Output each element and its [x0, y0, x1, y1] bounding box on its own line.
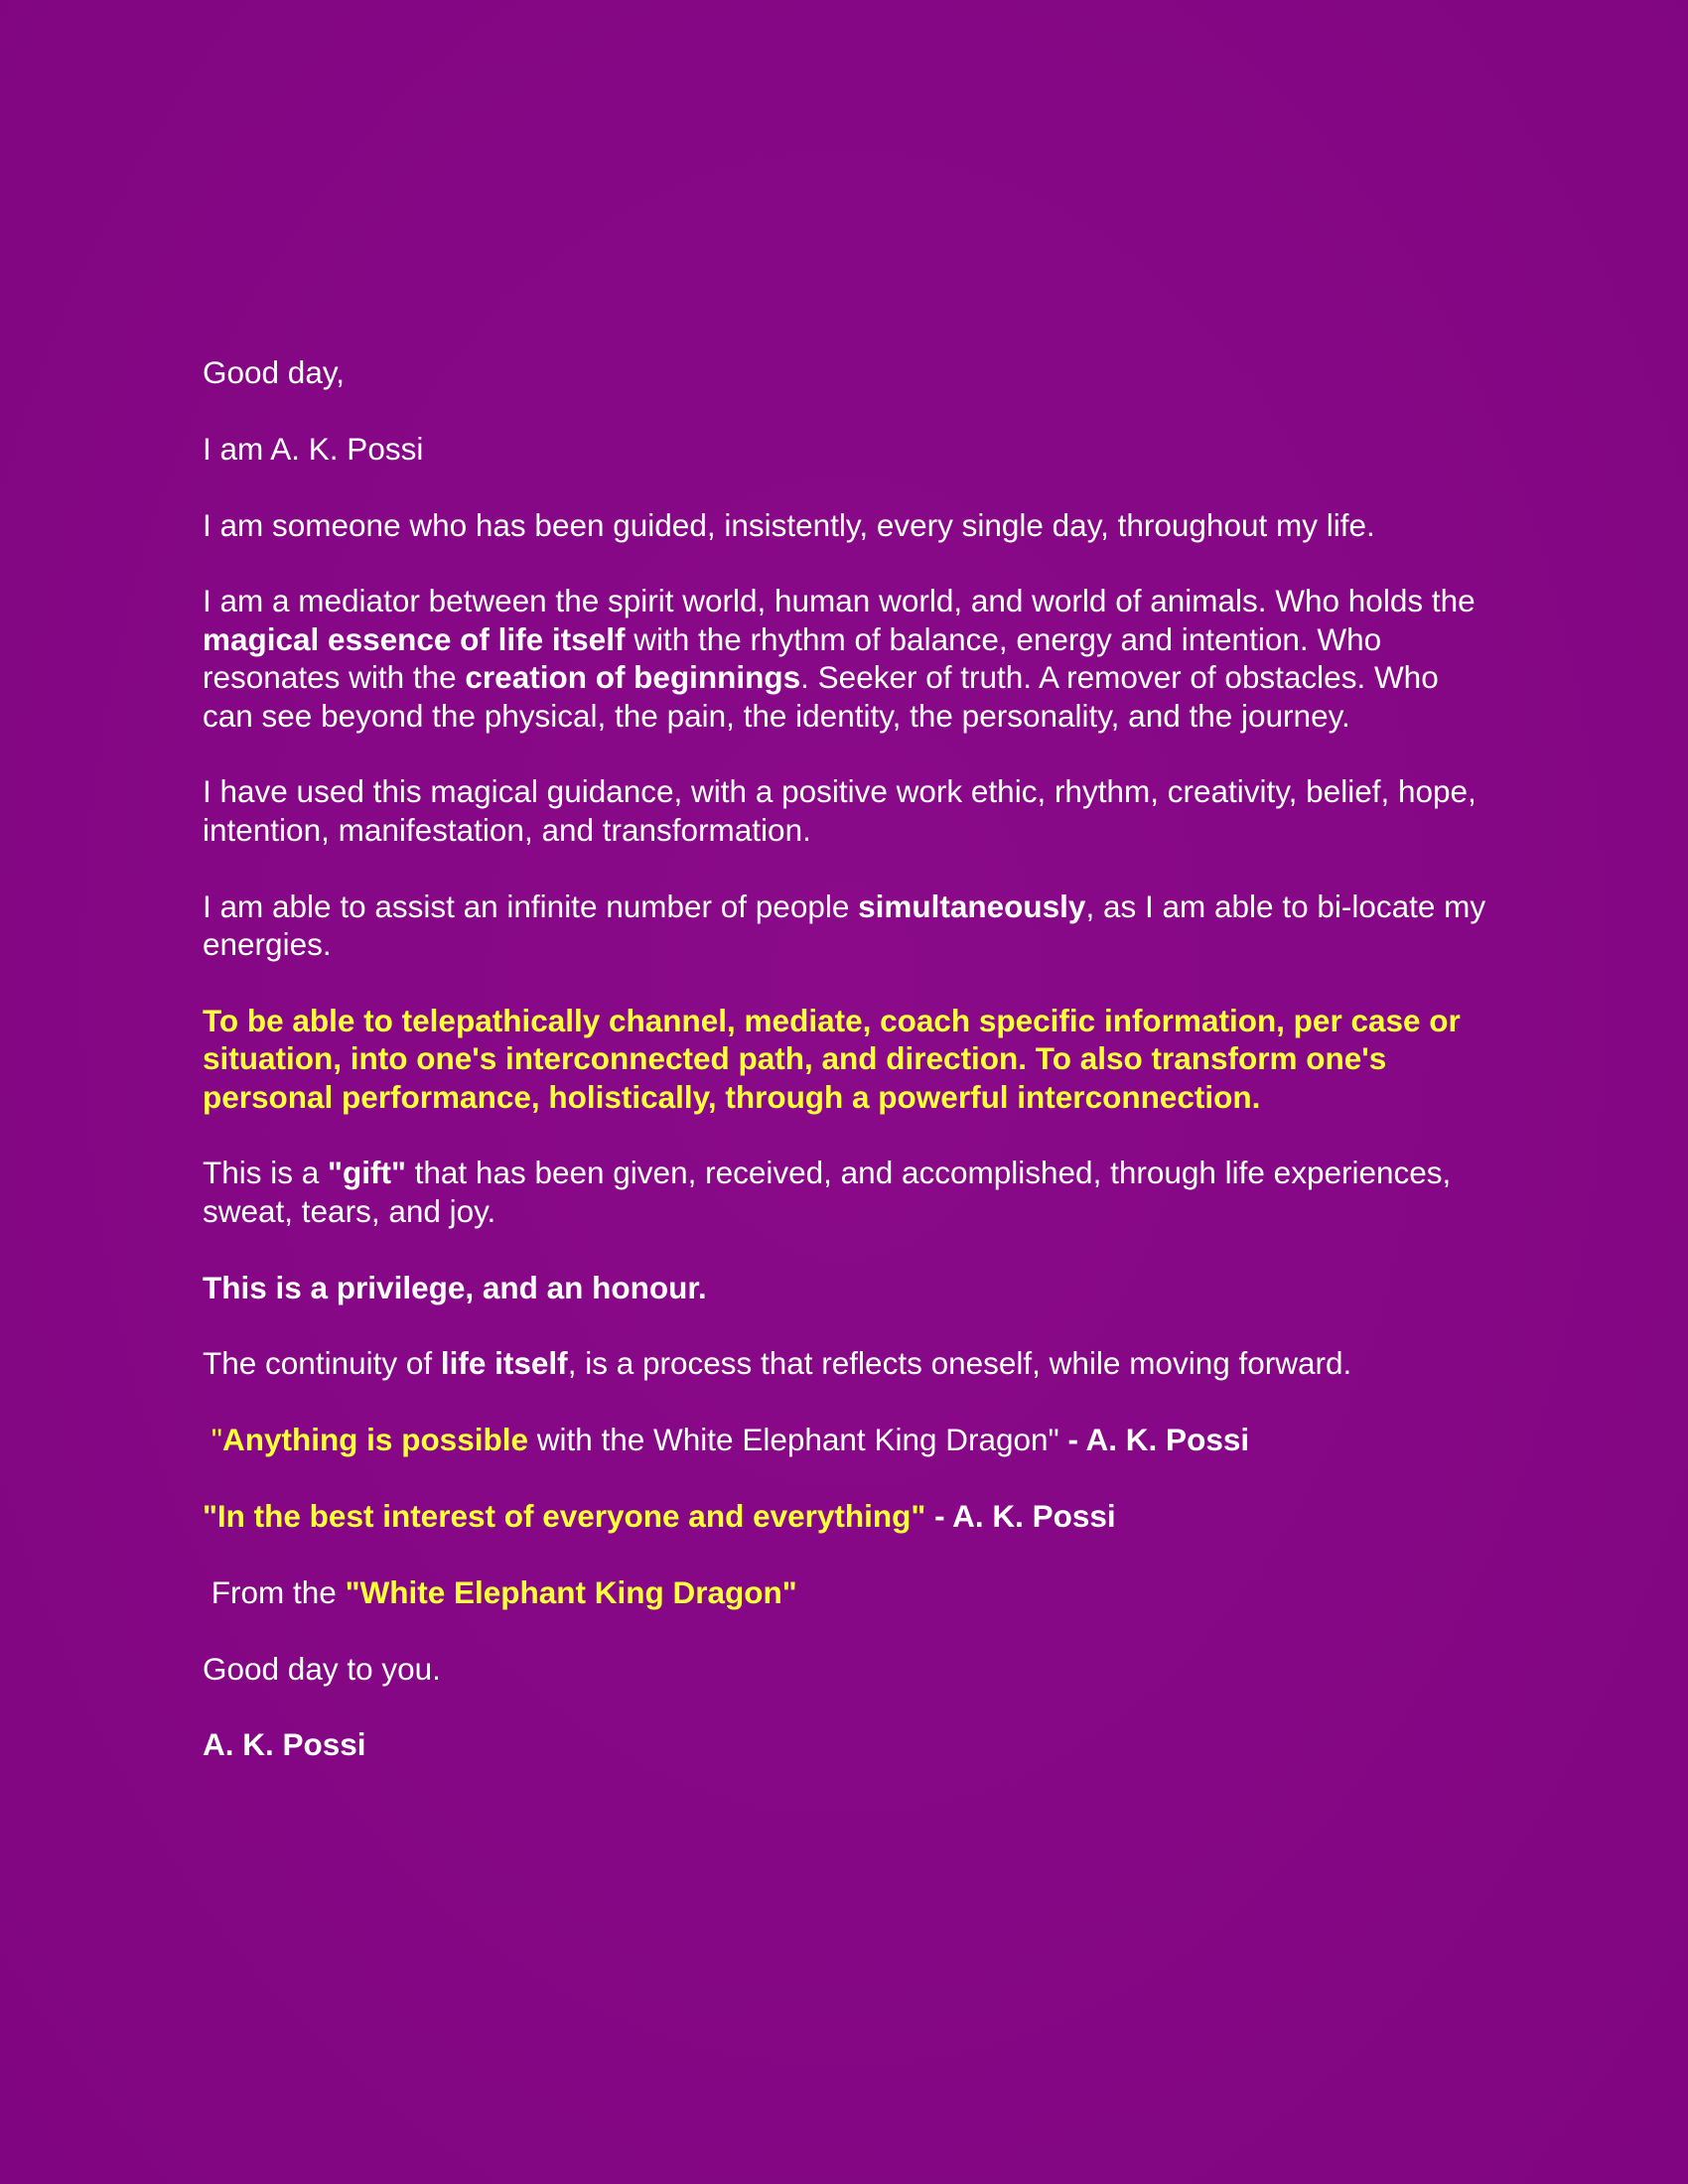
continuity-paragraph — [203, 1344, 1493, 1382]
highlight-paragraph: To be able to telepathically channel, mediate, coach specific information, per case or situation, into one's interconnected path, and direction. To also transform one's personal performance, holistically, through a powerful interconnection. — [203, 1002, 1461, 1115]
quote1-rest: with the White Elephant King Dragon" — [528, 1422, 1059, 1458]
quote1-open: " — [203, 1422, 222, 1458]
gift-bold: "gift" — [328, 1155, 406, 1191]
gift-text-1: This is a — [203, 1155, 329, 1191]
mediator-bold-2: creation of beginnings — [465, 659, 801, 696]
mediator-text-2: with the rhythm of balance, energy and intention. Who resonates with the — [203, 620, 1382, 696]
gift-text-2: that has been given, received, and accomplished, through life experiences, sweat, tears, and joy. — [203, 1155, 1452, 1229]
letter-body — [203, 353, 1493, 1802]
continuity-bold: life itself — [440, 1345, 568, 1382]
from-highlight: "White Elephant King Dragon" — [345, 1573, 797, 1610]
closing-line: Good day to you. — [203, 1650, 441, 1687]
assist-text-2: , as I am able to bi-locate my energies. — [203, 887, 1486, 963]
continuity-text-2: , is a process that reflects oneself, while moving forward. — [567, 1345, 1352, 1382]
mediator-text-1: I am a mediator between the spirit world, human world, and world of animals. Who holds the — [203, 583, 1476, 619]
mediator-paragraph — [203, 582, 1493, 735]
greeting: Good day, — [203, 354, 346, 390]
quote-anything-possible — [203, 1421, 1493, 1458]
mediator-bold-1: magical essence of life itself — [203, 620, 626, 657]
continuity-text-1: The continuity of — [203, 1345, 441, 1382]
quote1-author: - A. K. Possi — [1058, 1422, 1250, 1458]
guidance-paragraph: I have used this magical guidance, with a positive work ethic, rhythm, creativity, belief, hope, intention, manifestation, and transformation. — [203, 773, 1477, 848]
intro-line: I am A. K. Possi — [203, 430, 424, 467]
quote1-highlight: Anything is possible — [221, 1422, 528, 1458]
mediator-text-3: . Seeker of truth. A remover of obstacles. Who can see beyond the physical, the pain, the identity, the personality, and the journey. — [203, 659, 1439, 734]
from-line — [203, 1573, 1493, 1611]
quote2-author: - A. K. Possi — [925, 1498, 1116, 1535]
privilege-line: This is a privilege, and an honour. — [203, 1269, 707, 1305]
quote2-highlight: "In the best interest of everyone and everything" — [203, 1498, 926, 1535]
assist-paragraph — [203, 887, 1493, 964]
assist-text-1: I am able to assist an infinite number of people — [203, 887, 859, 924]
assist-bold: simultaneously — [858, 887, 1086, 924]
guided-paragraph: I am someone who has been guided, insistently, every single day, throughout my life. — [203, 506, 1375, 543]
gift-paragraph — [203, 1154, 1493, 1230]
quote-best-interest — [203, 1497, 1493, 1535]
from-prefix: From the — [203, 1573, 346, 1610]
signature: A. K. Possi — [203, 1726, 366, 1763]
